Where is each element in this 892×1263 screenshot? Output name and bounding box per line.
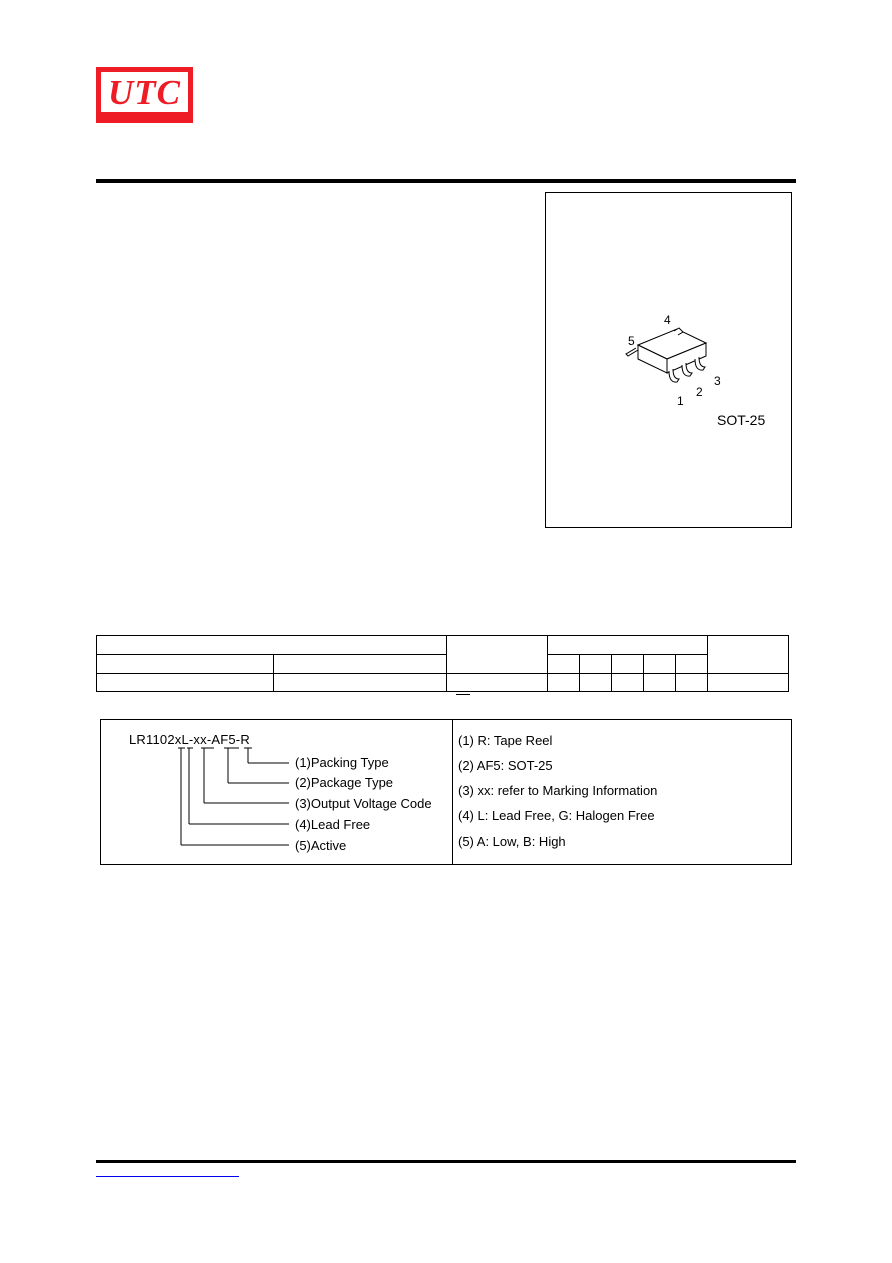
table-cell xyxy=(708,636,789,674)
utc-logo xyxy=(96,67,193,123)
table-cell xyxy=(97,674,274,692)
desc-package-type: (2) AF5: SOT-25 xyxy=(458,758,553,773)
desc-active: (5) A: Low, B: High xyxy=(458,834,566,849)
part-number: LR1102xL-xx-AF5-R xyxy=(129,732,250,747)
table-row xyxy=(97,674,789,692)
sot25-package-illustration xyxy=(546,193,791,527)
desc-lead-free: (4) L: Lead Free, G: Halogen Free xyxy=(458,808,655,823)
footer-link-underline[interactable] xyxy=(96,1176,239,1177)
table-cell xyxy=(644,655,676,674)
pin-label-1: 1 xyxy=(677,394,684,408)
package-name: SOT-25 xyxy=(717,412,766,428)
field-active: (5)Active xyxy=(295,838,347,853)
table-cell xyxy=(447,636,548,674)
logo-text: UTC xyxy=(108,73,181,112)
table-subheader-row xyxy=(97,655,789,674)
pin-label-2: 2 xyxy=(696,385,703,399)
footer-rule xyxy=(96,1160,796,1163)
table-cell xyxy=(548,636,708,655)
table-cell xyxy=(97,655,274,674)
pin-label-3: 3 xyxy=(714,374,721,388)
ordering-table xyxy=(96,635,789,692)
field-packing-type: (1)Packing Type xyxy=(295,755,389,770)
table-cell xyxy=(274,674,447,692)
table-cell xyxy=(447,674,548,692)
header-rule xyxy=(96,179,796,183)
table-cell xyxy=(274,655,447,674)
table-cell xyxy=(676,655,708,674)
table-cell xyxy=(708,674,789,692)
small-dash-mark xyxy=(456,694,470,695)
table-cell xyxy=(580,674,612,692)
desc-packing-type: (1) R: Tape Reel xyxy=(458,733,553,748)
table-cell xyxy=(612,674,644,692)
desc-output-voltage: (3) xx: refer to Marking Information xyxy=(458,783,658,798)
field-package-type: (2)Package Type xyxy=(295,775,394,790)
pin-label-4: 4 xyxy=(664,313,671,327)
table-header-row xyxy=(97,636,789,655)
field-output-voltage-code: (3)Output Voltage Code xyxy=(295,796,432,811)
table-cell xyxy=(548,655,580,674)
table-cell xyxy=(580,655,612,674)
package-drawing-box xyxy=(545,192,792,528)
table-cell xyxy=(612,655,644,674)
table-cell xyxy=(97,636,447,655)
table-cell xyxy=(644,674,676,692)
logo-inner xyxy=(101,72,188,112)
pin-label-5: 5 xyxy=(628,334,635,348)
field-lead-free: (4)Lead Free xyxy=(295,817,371,832)
table-cell xyxy=(548,674,580,692)
part-number-decoder xyxy=(100,719,792,865)
table-cell xyxy=(676,674,708,692)
